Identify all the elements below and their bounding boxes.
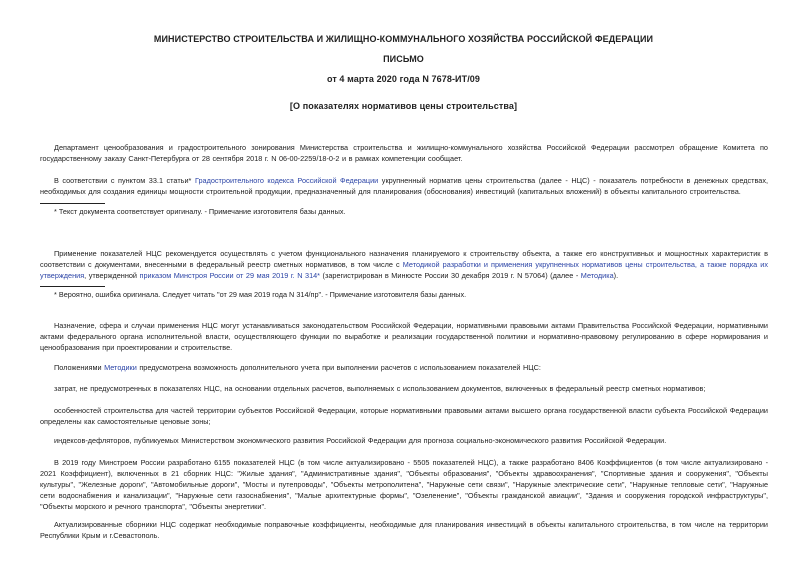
footnote-1: * Текст документа соответствует оригиналу. - Примечание изготовителя базы данных. [54, 207, 346, 216]
paragraph-text: Положениями [54, 363, 105, 372]
paragraph-text: Применение показателей НЦС рекомендуется осуществлять с учетом функционального назначения планируемого к строительству объекта, а также его конструктивных и мощностных характеристик в соответствии с документами, внесенными в федеральный реестр сметных нормативов, в том числе с [40, 249, 768, 269]
footnote-divider [40, 286, 105, 287]
grad-code-link[interactable]: Градостроительного кодекса Российской Федерации [194, 176, 379, 185]
paragraph-definition [40, 175, 768, 197]
footnote-divider [40, 203, 105, 204]
paragraph-text: укрупненный норматив цены строительства (далее - НЦС) - показатель потребности в денежных средствах, необходимых для создания единицы мощности строительной продукции, предназначенный для планирования (обоснования) инвестиций (капитальных вложений) в объекты капитального строительства. [40, 176, 769, 196]
methodology-link[interactable]: Методикой разработки и применения укрупненных нормативов цены строительства, а также порядка их утверждения [40, 260, 768, 280]
paragraph-text: , утвержденной [84, 271, 140, 280]
order-link[interactable]: приказом Минстроя России от 29 мая 2019 г. N 314* [139, 271, 321, 280]
paragraph-text: предусмотрена возможность дополнительного учета при выполнении расчетов с использованием показателей НЦС: [136, 363, 541, 372]
list-item-costs: затрат, не предусмотренных в показателях НЦС, на основании отдельных расчетов, выполняемых с использованием документов, включенных в федеральный реестр сметных нормативов; [54, 384, 706, 393]
paragraph-scope: Назначение, сфера и случаи применения НЦС могут устанавливаться законодательством Российской Федерации, нормативными правовыми актами Правительства Российской Федерации, нормативными актами федерального органа исполнительной власти, осуществляющего функции по выработке и реализации государственной политики и нормативно-правовому регулированию в сфере нормирования и ценообразования при проектировании и строительстве. [40, 321, 768, 352]
paragraph-actualized: Актуализированные сборники НЦС содержат необходимые поправочные коэффициенты, необходимые для планирования инвестиций в объекты капитального строительства, в том числе на территории Республики Крым и г.Севастополь. [40, 520, 768, 540]
paragraph-text: (зарегистрирован в Минюсте России 30 декабря 2019 г. N 57064) (далее - [320, 271, 581, 280]
document-date-number: от 4 марта 2020 года N 7678-ИТ/09 [326, 74, 481, 84]
list-item-price-zones: особенностей строительства для частей территории субъектов Российской Федерации, которые нормативными правовыми актами высшего органа государственной власти субъекта Российской Федерации определены как самостоятельные ценовые зоны; [40, 406, 768, 426]
document-subject: [О показателях нормативов цены строительства] [289, 101, 518, 111]
paragraph-application [40, 248, 768, 281]
paragraph-text: В соответствии с пунктом 33.1 статьи* [54, 176, 195, 185]
document-type: ПИСЬМО [383, 54, 424, 64]
ministry-title: МИНИСТЕРСТВО СТРОИТЕЛЬСТВА И ЖИЛИЩНО-КОММУНАЛЬНОГО ХОЗЯЙСТВА РОССИЙСКОЙ ФЕДЕРАЦИИ [153, 34, 654, 44]
paragraph-provisions [40, 362, 768, 373]
methodology-provisions-link[interactable]: Методики [104, 363, 137, 372]
paragraph-intro: Департамент ценообразования и градостроительного зонирования Министерства строительства и жилищно-коммунального хозяйства Российской Федерации рассмотрел обращение Комитета по государственному заказу Санкт-Петербурга от 28 сентября 2018 г. N 06-00-2259/18-0-2 и в рамках компетенции сообщает. [40, 143, 768, 163]
paragraph-collections: В 2019 году Минстроем России разработано 6155 показателей НЦС (в том числе актуализировано - 5505 показателей НЦС), а также разработано 8406 Коэффициентов (в том числе актуализировано - 2021 Коэффициент), включенных в 21 сборник НЦС: "Жилые здания", "Административные здания", "Объекты образования", "Объекты здравоохранения", "Спортивные здания и сооружения", "Объекты культуры", "Железные дороги", "Автомобильные дороги", "Мосты и путепроводы", "Объекты метрополитена", "Наружные сети связи", "Наружные электрические сети", "Наружные тепловые сети", "Наружные сети водоснабжения и канализации", "Наружные сети газоснабжения", "Малые архитектурные формы", "Озеленение", "Объекты гражданской авиации", "Здания и сооружения городской инфраструктуры", "Объекты морского и речного транспорта", "Объекты энергетики". [40, 458, 768, 511]
methodology-short-link[interactable]: Методика [580, 271, 614, 280]
footnote-2: * Вероятно, ошибка оригинала. Следует читать "от 29 мая 2019 года N 314/пр". - Примечание изготовителя базы данных. [54, 290, 467, 299]
list-item-deflators: индексов-дефляторов, публикуемых Министерством экономического развития Российской Федерации для прогноза социально-экономического развития Российской Федерации. [54, 436, 667, 445]
paragraph-text: ). [613, 271, 619, 280]
